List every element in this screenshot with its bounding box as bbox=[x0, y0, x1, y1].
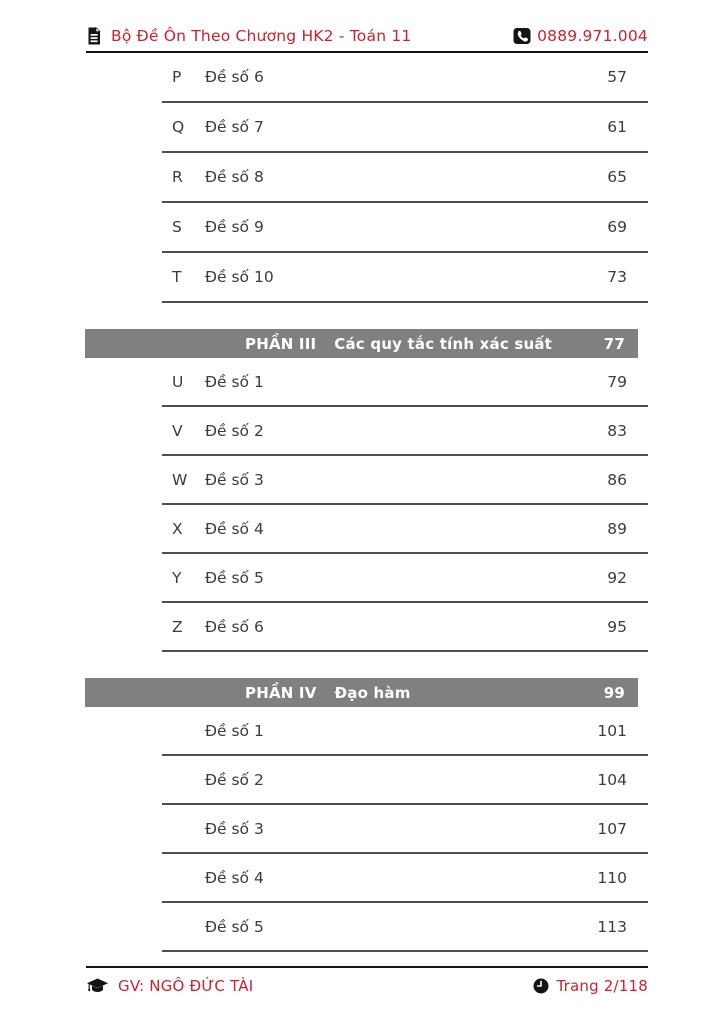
toc-row[interactable] bbox=[162, 253, 648, 303]
table-of-contents bbox=[86, 53, 648, 952]
section-banner-part4 bbox=[85, 678, 638, 707]
toc-row-title: Đề số 8 bbox=[205, 168, 264, 186]
section-banner-page: 99 bbox=[603, 683, 625, 702]
toc-row-letter: Q bbox=[172, 118, 185, 136]
toc-row-title: Đề số 10 bbox=[205, 268, 274, 286]
page-footer bbox=[86, 966, 648, 1000]
toc-row-page: 95 bbox=[607, 617, 627, 636]
clock-icon bbox=[533, 978, 549, 994]
toc-row-title: Đề số 2 bbox=[205, 770, 264, 789]
toc-row-page: 69 bbox=[607, 218, 627, 236]
document-icon bbox=[86, 27, 102, 45]
toc-row-page: 79 bbox=[607, 372, 627, 391]
toc-row-letter: X bbox=[172, 519, 183, 538]
toc-row-title: Đề số 1 bbox=[205, 372, 264, 391]
toc-row[interactable] bbox=[162, 358, 648, 407]
toc-row-page: 101 bbox=[597, 721, 627, 740]
toc-row-title: Đề số 5 bbox=[205, 917, 264, 936]
toc-row-letter: W bbox=[172, 470, 188, 489]
toc-row-title: Đề số 3 bbox=[205, 470, 264, 489]
toc-row-page: 89 bbox=[607, 519, 627, 538]
section-banner-part3 bbox=[85, 329, 638, 358]
graduation-cap-icon bbox=[86, 978, 109, 994]
section-banner-title: Đạo hàm bbox=[334, 683, 411, 702]
toc-row-page: 65 bbox=[607, 168, 627, 186]
toc-row[interactable] bbox=[162, 805, 648, 854]
toc-row-title: Đề số 4 bbox=[205, 519, 264, 538]
footer-page-indicator: Trang 2/118 bbox=[556, 977, 648, 995]
toc-row-letter: T bbox=[172, 268, 182, 286]
toc-row-title: Đề số 6 bbox=[205, 68, 264, 86]
toc-row-title: Đề số 4 bbox=[205, 868, 264, 887]
toc-row-page: 86 bbox=[607, 470, 627, 489]
toc-row-letter: U bbox=[172, 372, 184, 391]
toc-row[interactable] bbox=[162, 854, 648, 903]
toc-row-title: Đề số 2 bbox=[205, 421, 264, 440]
toc-row[interactable] bbox=[162, 456, 648, 505]
document-title: Bộ Đề Ôn Theo Chương HK2 - Toán 11 bbox=[111, 26, 412, 45]
toc-row-title: Đề số 5 bbox=[205, 568, 264, 587]
toc-row-page: 110 bbox=[597, 868, 627, 887]
section-banner-label: PHẦN IV bbox=[245, 683, 317, 702]
header-phone-number: 0889.971.004 bbox=[537, 26, 648, 45]
toc-row[interactable] bbox=[162, 153, 648, 203]
toc-row[interactable] bbox=[162, 603, 648, 652]
toc-row[interactable] bbox=[162, 407, 648, 456]
toc-row-page: 92 bbox=[607, 568, 627, 587]
page-header bbox=[86, 20, 648, 53]
toc-row[interactable] bbox=[162, 103, 648, 153]
toc-row-page: 73 bbox=[607, 268, 627, 286]
toc-row-page: 113 bbox=[597, 917, 627, 936]
toc-row-page: 61 bbox=[607, 118, 627, 136]
toc-row-page: 107 bbox=[597, 819, 627, 838]
section-banner-page: 77 bbox=[603, 334, 625, 353]
toc-row[interactable] bbox=[162, 903, 648, 952]
toc-row-letter: Z bbox=[172, 617, 183, 636]
toc-row[interactable] bbox=[162, 203, 648, 253]
toc-row[interactable] bbox=[162, 53, 648, 103]
toc-row-title: Đề số 6 bbox=[205, 617, 264, 636]
toc-row[interactable] bbox=[162, 554, 648, 603]
toc-row-letter: S bbox=[172, 218, 182, 236]
toc-row-page: 57 bbox=[607, 68, 627, 86]
section-banner-label: PHẦN III bbox=[245, 334, 317, 353]
toc-row-page: 104 bbox=[597, 770, 627, 789]
section-banner-title: Các quy tắc tính xác suất bbox=[334, 334, 553, 353]
toc-row-title: Đề số 3 bbox=[205, 819, 264, 838]
toc-row-letter: V bbox=[172, 421, 183, 440]
footer-teacher-name: GV: NGÔ ĐỨC TÀI bbox=[118, 977, 254, 995]
toc-row-letter: R bbox=[172, 168, 183, 186]
phone-icon bbox=[513, 27, 531, 45]
toc-row-title: Đề số 7 bbox=[205, 118, 264, 136]
toc-row[interactable] bbox=[162, 707, 648, 756]
toc-row-letter: Y bbox=[172, 568, 182, 587]
toc-row[interactable] bbox=[162, 505, 648, 554]
toc-row-title: Đề số 9 bbox=[205, 218, 264, 236]
toc-row-letter: P bbox=[172, 68, 182, 86]
toc-row-page: 83 bbox=[607, 421, 627, 440]
toc-row[interactable] bbox=[162, 756, 648, 805]
toc-row-title: Đề số 1 bbox=[205, 721, 264, 740]
